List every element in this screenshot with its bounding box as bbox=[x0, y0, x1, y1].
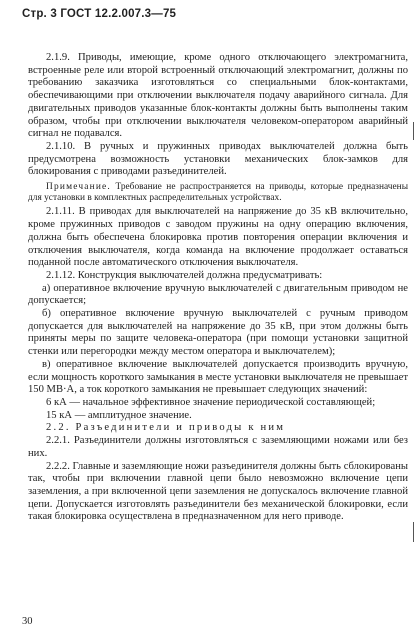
paragraph-2-1-12: 2.1.12. Конструкция выключателей должна предусматривать: bbox=[46, 269, 323, 281]
note-lead: Примечание. bbox=[46, 182, 111, 193]
paragraph-2-1-10: 2.1.10. В ручных и пружинных приводах выключателей должна быть предусмотрена возможность установки механических блок-замков для блокирования с приводами разъединителей. bbox=[28, 140, 408, 178]
item-v: в) оперативное включение выключателей допускается производить вручную, если мощность короткого замыкания в месте установки выключателя не превышает 150 МВ·А, а ток короткого замыкания не превышает следующих значений: bbox=[28, 358, 408, 396]
definition-6ka: 6 кА — начальное эффективное значение периодической составляющей; bbox=[46, 396, 376, 408]
paragraph-2-1-11: 2.1.11. В приводах для выключателей на напряжение до 35 кВ включительно, кроме пружинных приводов с заводом пружины на одну операцию включения, должна быть обеспечена блокировка против повторения операции включения и отключения выключателя, когда команда на включение продолжает оставаться поданной после автоматического отключения выключателя. bbox=[28, 206, 408, 269]
paragraph-2-1-9: 2.1.9. Приводы, имеющие, кроме одного отключающего электромагнита, встроенные реле или второй встроенный отключающий электромагнит, должны по требованию заказчика изготовляться со специальными блок-контактами, обеспечивающими при отключении выключателя подачу аварийного сигнала. Для двигательных приводов указанные блок-контакты должны быть выполнены таким образом, чтобы при отключении выключателя человеком-оператором аварийный сигнал не подавался. bbox=[28, 52, 408, 140]
margin-rule bbox=[413, 122, 414, 140]
note bbox=[0, 182, 420, 204]
note-text: Требование не распространяется на приводы, которые предназначены для установки в комплектных распределительных устройствах. bbox=[28, 182, 408, 204]
definition-15ka: 15 кА — амплитудное значение. bbox=[46, 409, 192, 421]
paragraph-2-2-2: 2.2.2. Главные и заземляющие ножи разъединителя должны быть сблокированы так, чтобы при включении главной цепи было невозможно включение цепи заземления, а при включенной цепи заземления не допускалось включение главной цепи. Допускается изготовлять разъединители без механической блокировки, если такая блокировка осуществлена в предназначенном для него приводе. bbox=[28, 460, 408, 523]
page-header: Стр. 3 ГОСТ 12.2.007.3—75 bbox=[22, 8, 177, 20]
section-heading-2-2: 2.2. Разъединители и приводы к ним bbox=[46, 422, 286, 434]
item-a: а) оперативное включение вручную выключателей с двигательным приводом не допускается; bbox=[28, 282, 408, 307]
paragraph-2-2-1: 2.2.1. Разъединители должны изготовляться с заземляющими ножами или без них. bbox=[28, 435, 408, 459]
item-b: б) оперативное включение вручную выключателей с ручным приводом допускается для выключателей на напряжение до 35 кВ, при этом должны быть приняты меры по защите человека-оператора (при помощи установки защитной стенки или перегородки между местом оператора и выключателем); bbox=[28, 308, 408, 358]
margin-rule bbox=[413, 522, 414, 542]
page-number: 30 bbox=[22, 616, 33, 627]
document-body bbox=[0, 52, 420, 524]
